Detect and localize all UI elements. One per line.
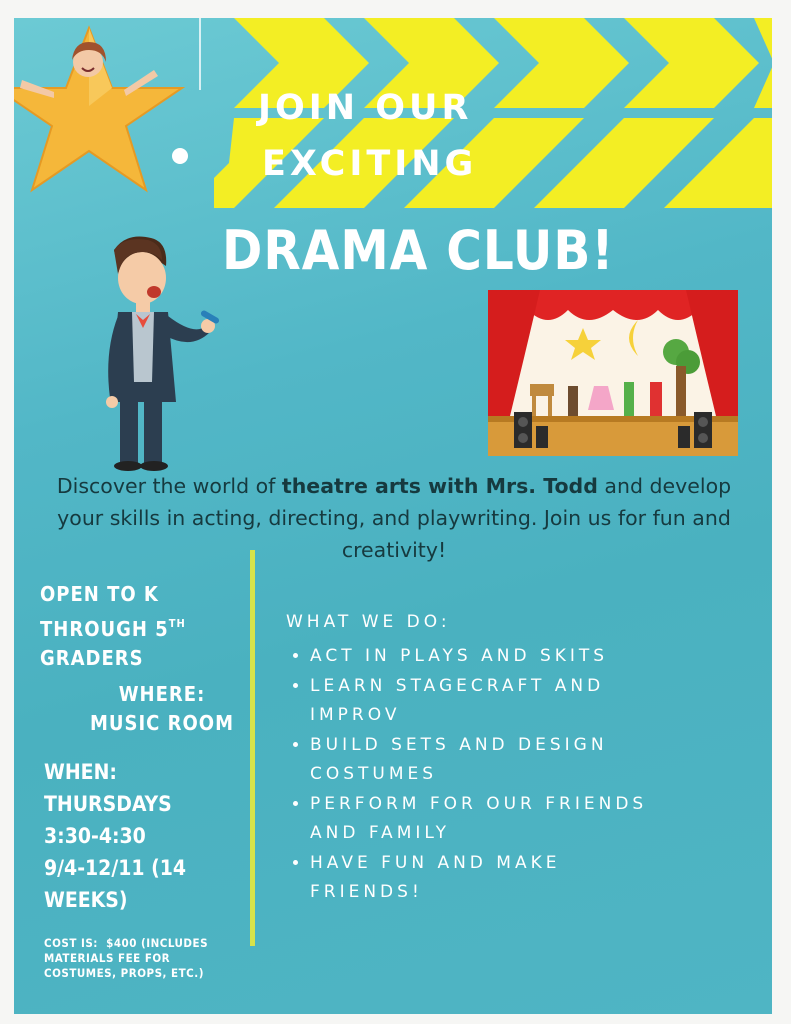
intro-text-start: Discover the world of	[56, 474, 282, 498]
activities-heading: WHAT WE DO:	[286, 612, 451, 632]
intro-teacher-highlight: theatre arts with Mrs. Todd	[281, 474, 598, 498]
heading-line-2: EXCITING	[262, 144, 478, 184]
cost-block	[44, 936, 208, 981]
activity-item: • HAVE FUN AND MAKE FRIENDS!	[310, 848, 670, 907]
intro-paragraph	[44, 470, 744, 566]
eligibility-block	[40, 580, 186, 673]
activities-block	[286, 608, 670, 907]
when-time: 3:30-4:30	[44, 824, 146, 848]
eligibility-superscript: TH	[168, 617, 186, 630]
stage-illustration	[488, 290, 738, 456]
singing-boy-illustration	[96, 232, 236, 472]
cost-line-1: COST IS: $400 (INCLUDES	[44, 936, 209, 950]
where-label: WHERE:	[118, 682, 206, 706]
column-divider	[250, 550, 255, 946]
heading-line-1: JOIN OUR	[258, 88, 473, 128]
intro-text-end: and develop your skills in acting, directing, and playwriting. Join us for fun and creativity!	[57, 474, 732, 562]
page-title: DRAMA CLUB!	[222, 219, 615, 282]
when-day: THURSDAYS	[44, 792, 172, 816]
activity-item: • BUILD SETS AND DESIGN COSTUMES	[310, 730, 670, 789]
drama-club-flyer	[14, 18, 772, 1014]
activity-item: • LEARN STAGECRAFT AND IMPROV	[310, 671, 670, 730]
eligibility-line-3: GRADERS	[40, 646, 144, 670]
when-dates: 9/4-12/11 (14	[44, 856, 187, 880]
eligibility-line-1: OPEN TO K	[40, 582, 159, 606]
cost-line-2: MATERIALS FEE FOR	[44, 951, 171, 965]
when-block	[44, 756, 186, 916]
eligibility-line-2: THROUGH 5TH	[40, 617, 186, 641]
where-value: MUSIC ROOM	[90, 711, 234, 735]
where-block	[90, 680, 234, 738]
when-dates-continued: WEEKS)	[44, 888, 128, 912]
when-label: WHEN:	[44, 760, 117, 784]
star-costume-kid-illustration	[14, 18, 214, 238]
cost-line-3: COSTUMES, PROPS, ETC.)	[44, 966, 204, 980]
activity-item: • ACT IN PLAYS AND SKITS	[310, 641, 670, 671]
activity-item: • PERFORM FOR OUR FRIENDS AND FAMILY	[310, 789, 670, 848]
activities-list	[286, 641, 670, 907]
